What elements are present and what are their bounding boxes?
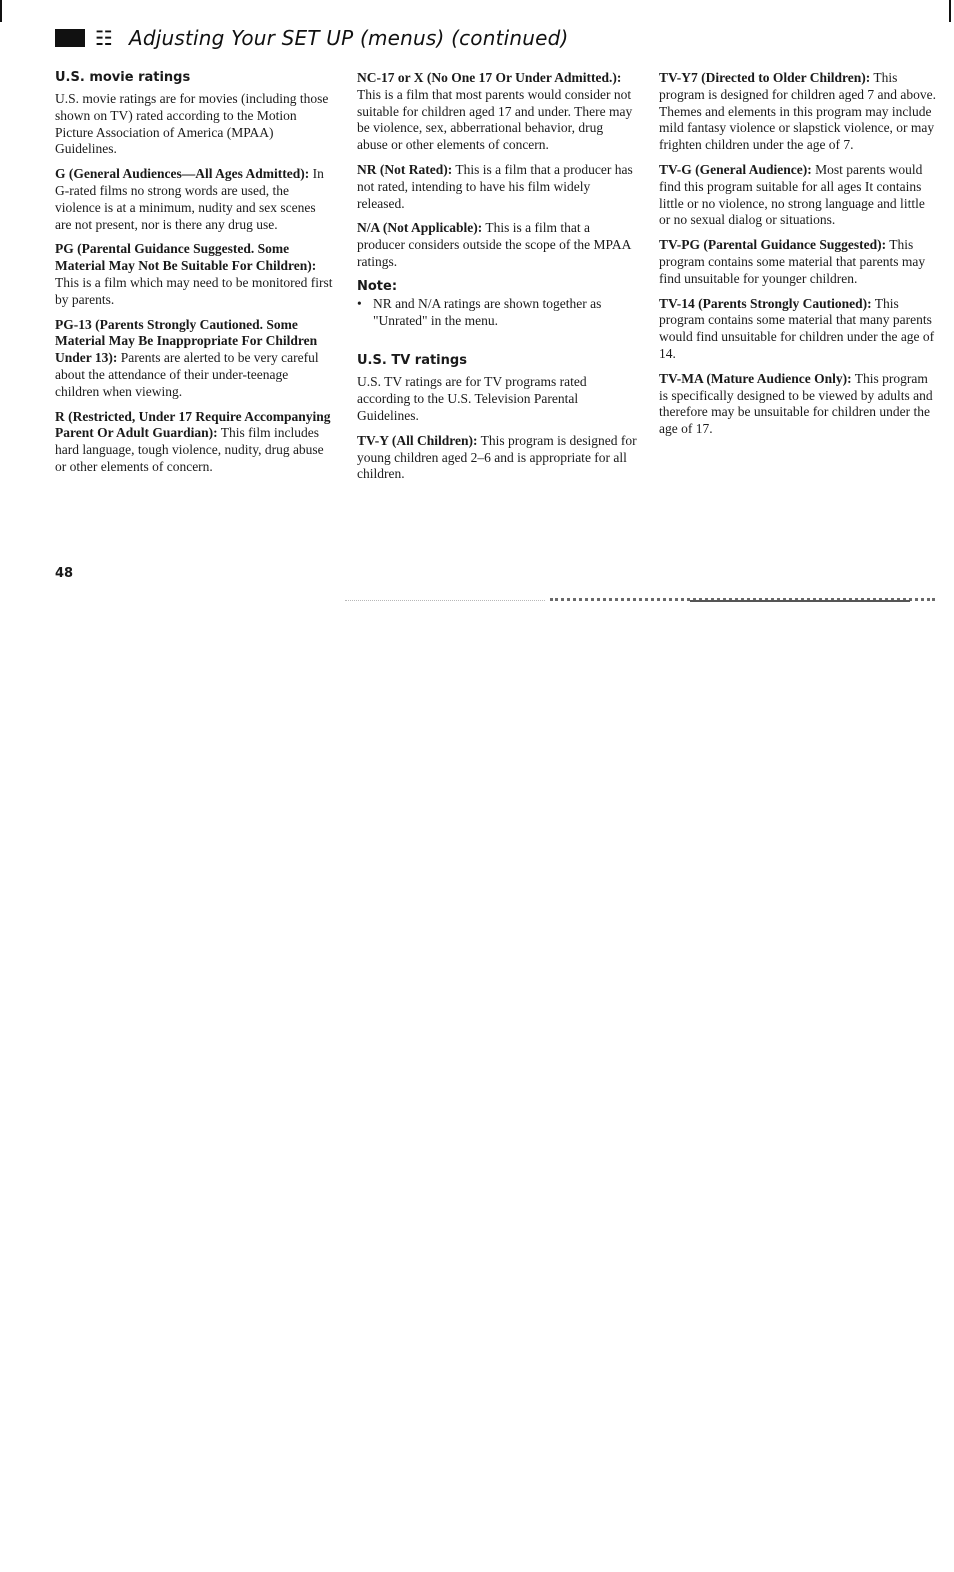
note-label: Note: (357, 278, 398, 294)
rating-entry-g (55, 166, 335, 233)
rating-description: This program is designed for young children aged 2–6 and is appropriate for all children. (357, 432, 637, 482)
rating-description: This film includes hard language, tough violence, nudity, drug abuse or other elements of concern. (55, 425, 324, 474)
page-header (55, 26, 569, 50)
rating-term: TV-Y7 (Directed to Older Children): (659, 70, 871, 85)
note-text: NR and N/A ratings are shown together as "Unrated" in the menu. (373, 295, 602, 328)
rating-term: NR (Not Rated): (357, 161, 453, 177)
rating-entry-nr (357, 162, 637, 212)
rating-entry-tv-y7 (659, 70, 939, 154)
page-number: 48 (55, 566, 74, 581)
rating-term: TV-G (General Audience): (659, 161, 812, 177)
rating-description: This program contains some material that many parents would find unsuitable for children under the age of 14. (659, 295, 935, 361)
rating-description: Most parents would find this program suitable for all ages It contains little or no violence, no strong language and little or no sexual dialog or situations. (659, 161, 925, 228)
section-tab-marker (55, 29, 85, 47)
bullet-icon: • (357, 295, 362, 311)
rating-entry-tv-ma (659, 371, 939, 438)
rating-description: This is a film that a producer has not rated, intending to have his film widely released. (357, 161, 633, 211)
rating-term: NC-17 or X (No One 17 Or Under Admitted.): (357, 70, 622, 85)
rating-description: This program is specifically designed to be viewed by adults and therefore may be unsuitable for children under the age of 17. (659, 370, 933, 437)
rating-term: R (Restricted, Under 17 Require Accompanying Parent Or Adult Guardian): (55, 408, 331, 441)
tv-ratings-heading: U.S. TV ratings (357, 353, 467, 369)
rating-entry-nc17 (357, 70, 637, 154)
page-title: Adjusting Your SET UP (menus) (continued) (128, 26, 569, 50)
rating-description: In G-rated films no strong words are used, the violence is at a minimum, nudity and sex scenes are not present, nor is there any drug use. (55, 166, 324, 232)
rating-entry-r (55, 409, 335, 476)
rating-term: N/A (Not Applicable): (357, 220, 483, 236)
rating-entry-pg13 (55, 317, 335, 401)
rating-description: This is a film that most parents would consider not suitable for children aged 17 and under. There may be violence, sex, abberrational behavior, drug abuse or other elements of concern. (357, 86, 633, 153)
rating-term: G (General Audiences—All Ages Admitted): (55, 166, 310, 182)
rating-entry-tv-g (659, 162, 939, 229)
scan-edge-mark-right (949, 0, 951, 22)
rating-term: TV-MA (Mature Audience Only): (659, 370, 852, 386)
rating-description: This program contains some material that parents may find unsuitable for younger children. (659, 237, 926, 286)
rating-entry-tv-y (357, 433, 637, 483)
rating-term: TV-14 (Parents Strongly Cautioned): (659, 295, 872, 311)
movie-ratings-intro: U.S. movie ratings are for movies (including those shown on TV) rated according to the Motion Picture Association of America (MPAA) Guidelines. (55, 91, 329, 157)
movie-ratings-heading: U.S. movie ratings (55, 70, 191, 85)
rating-entry-tv-14 (659, 296, 939, 363)
column-movie-ratings (55, 70, 335, 484)
rating-entry-pg (55, 241, 335, 308)
rating-entry-na (357, 220, 637, 270)
rating-term: TV-PG (Parental Guidance Suggested): (659, 237, 887, 253)
column-movie-and-tv-ratings (357, 70, 637, 491)
rating-description: Parents are alerted to be very careful about the attendance of their under-teenage children when viewing. (55, 350, 319, 399)
rating-term: PG-13 (Parents Strongly Cautioned. Some Material May Be Inappropriate For Children Under 13): (55, 316, 318, 366)
tv-ratings-intro: U.S. TV ratings are for TV programs rated according to the U.S. Television Parental Guidelines. (357, 374, 587, 423)
rating-description: This program is designed for children aged 7 and above. Themes and elements in this program may include mild fantasy violence or slapstick violence, or may frighten children under the age of 7. (659, 70, 937, 153)
note-item (357, 296, 637, 330)
menu-tab-icon: ☷ (95, 26, 113, 50)
scan-artifact-line (690, 600, 910, 602)
rating-term: TV-Y (All Children): (357, 432, 478, 448)
scan-edge-mark-left (0, 0, 2, 22)
rating-description: This is a film that a producer considers outside the scope of the MPAA ratings. (357, 220, 631, 269)
rating-entry-tv-pg (659, 237, 939, 287)
scan-artifact-line (345, 600, 545, 601)
column-tv-ratings (659, 70, 939, 446)
rating-term: PG (Parental Guidance Suggested. Some Material May Not Be Suitable For Children): (55, 241, 317, 274)
rating-description: This is a film which may need to be monitored first by parents. (55, 274, 333, 307)
